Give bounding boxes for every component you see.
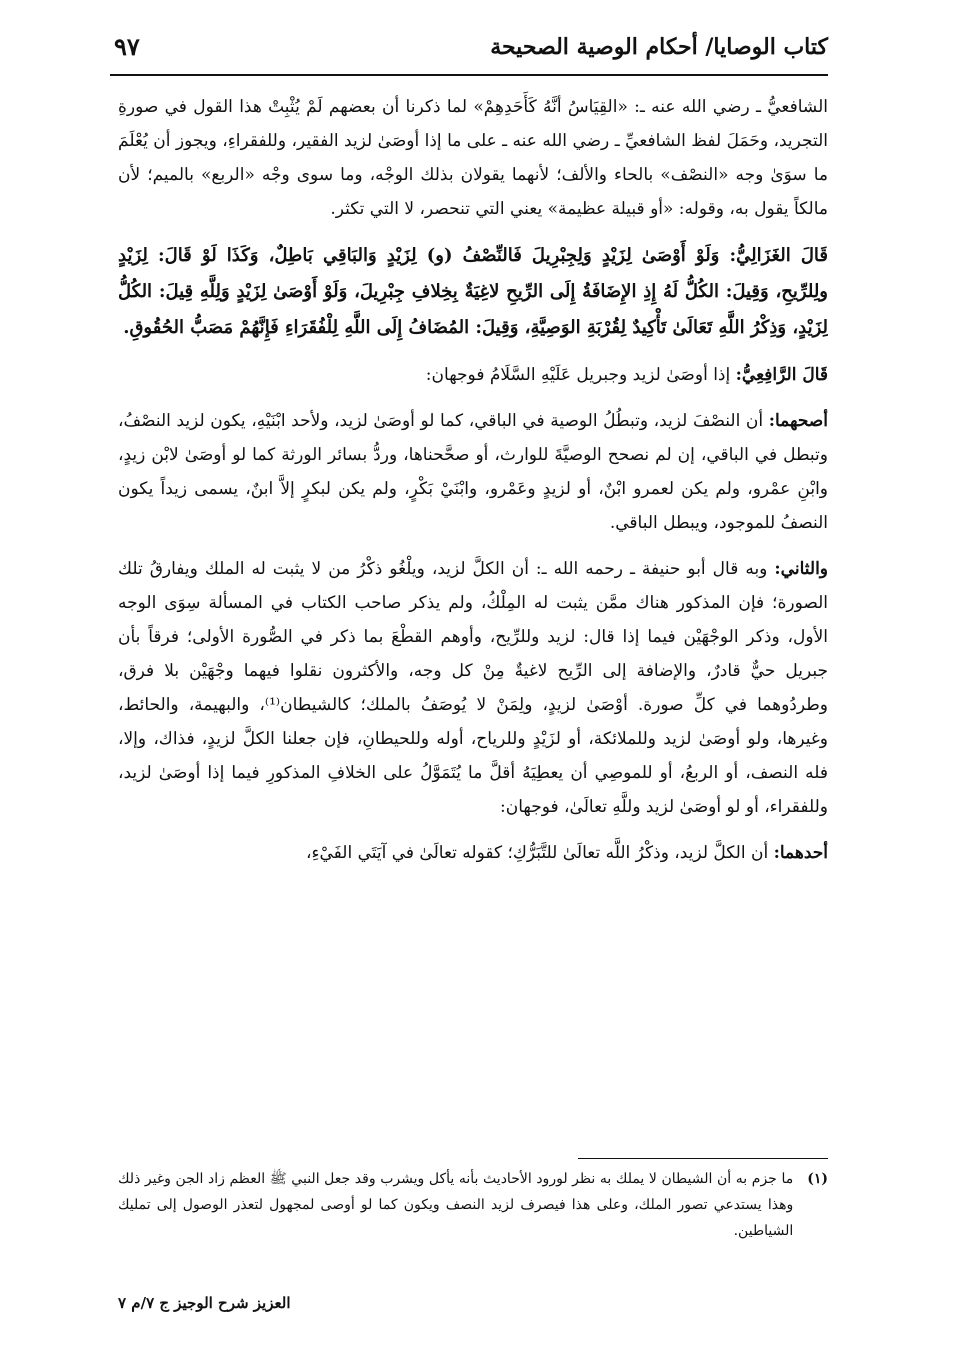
paragraph-text: أن الكلَّ لزيد، وذكْرُ اللَّه تعالَىٰ للتَّبَرُّكِ؛ كقوله تعالَىٰ في آيَتَي الفَيْءِ،	[306, 843, 769, 863]
paragraph-1	[118, 90, 828, 226]
printer-signature: العزيز شرح الوجيز ج ٧/م ٧	[118, 1294, 291, 1312]
paragraph-6	[118, 836, 828, 870]
footnote-1	[118, 1166, 828, 1244]
paragraph-3	[118, 358, 828, 392]
paragraph-2-ghazali-quote	[118, 238, 828, 346]
main-text	[118, 90, 828, 1140]
page-header	[110, 24, 828, 76]
paragraph-text: إذا أوصَىٰ لزيد وجبريل عَلَيْهِ السَّلَامُ فوجهان:	[425, 365, 731, 385]
paragraph-4	[118, 404, 828, 540]
paragraph-lead: أحدهما:	[773, 843, 828, 863]
paragraph-lead: والثاني:	[774, 559, 828, 579]
paragraph-lead: أصحهما:	[768, 411, 828, 431]
paragraph-text: قَالَ الغَزَالِيُّ: وَلَوْ أَوْصَىٰ لِزَيْدٍ وَلِجِبْرِيلَ فَالنِّصْفُ (و) لِزَيْدٍ وَالبَاقِي بَاطِلٌ، وَكَذَا لَوْ قَالَ: لِزَيْدٍ ولِلرِّيحِ، وَقِيلَ: الكُلُّ لَهُ إِذِ الإِضَافَةُ إِلَى الرِّيحِ لاغِيَةٌ بِخِلافِ جِبْرِيلَ، وَلَوْ أَوْصَىٰ لِزَيْدٍ وَلِلَّهِ قِيلَ: الكُلُّ لِزَيْدٍ، وَذِكْرُ اللَّهِ تَعَالَىٰ تَأْكِيدٌ لِقُرْبَةِ الوَصِيَّةِ، وَقِيلَ: المُضَافُ إِلَى اللَّهِ لِلْفُقَرَاءِ فَإِنَّهُمْ مَصَبُّ الحُقُوقِ.	[118, 245, 828, 338]
paragraph-text: أن النصْفَ لزيد، وتبطُلُ الوصية في الباقي، كما لو أوصَىٰ لزيد، ولأحد ابْنَيْهِ، يكون لزيد النصْفُ، وتبطل في الباقي، إن لم نصحح الوصيَّةَ للوارث، أو صحَّحناها، وردُّ بسائر الورثة كما لو أوصَىٰ لابْن زيدٍ، وابْنِ عمْرو، ولم يكن لعمرو ابْنٌ، أو لزيدٍ وعَمْرو، وابْنَيْ بَكْرٍ، ولم يكن لبكرٍ إلاَّ ابنٌ، يسمى زيداً يكون النصفُ للموجود، ويبطل الباقي.	[118, 411, 828, 533]
page-number: ٩٧	[114, 32, 140, 61]
paragraph-lead: قَالَ الرَّافِعِيُّ:	[735, 365, 828, 385]
footnote-text: ما جزم به أن الشيطان لا يملك به نظر لورود الأحاديث بأنه يأكل ويشرب وقد جعل النبي ﷺ العظم زاد الجن وغير ذلك وهذا يستدعي تصور الملك، وعلى هذا فيصرف لزيد النصف ويكون كما لو أوصى لمجهول لتعذر الوصول إلى تمليك الشياطين.	[118, 1171, 794, 1239]
footnotes	[118, 1166, 828, 1266]
footnote-divider	[578, 1158, 828, 1159]
paragraph-5	[118, 552, 828, 824]
footnote-marker: (١)	[807, 1171, 828, 1187]
running-title: كتاب الوصايا/ أحكام الوصية الصحيحة	[490, 34, 828, 60]
paragraph-text: الشافعيُّ ـ رضي الله عنه ـ: «القِيَاسُ أنَّهُ كَأَحَدِهِمْ» لما ذكرنا أن بعضهم لَمْ يُثْبِتْ هذا القول في صورةِ التجريد، وحَمَلَ لفظ الشافعيِّ ـ رضي الله عنه ـ على ما إذا أوصَىٰ لزيد الفقير، وللفقراءِ، ويجوز أن يُعْلَمَ ما سوَىٰ وجه «النصْف» بالحاء والألف؛ لأنهما يقولان بذلك الوجْه، وما سوى وجْه «الربع» بالميم؛ لأن مالكاً يقول به، وقوله: «أو قبيلة عظيمة» يعني التي تنحصر، لا التي تكثر.	[118, 97, 828, 219]
paragraph-text: وبه قال أبو حنيفة ـ رحمه الله ـ: أن الكلَّ لزيد، ويلْغُو ذكْرُ من لا يثبت له الملك ويفارقُ تلك الصورة؛ فإن المذكور هناك ممَّن يثبت له المِلْكُ، ولم يذكر صاحب الكتاب في المسألة سِوَى الوجه الأول، وذكر الوجْهَيْن فيما إذا قال: لزيد وللرِّيح، وأوهم القطْعَ بما ذكر في الصُّورة الأولى؛ فرقاً بأن جبريل حيٌّ قادرٌ، والإضافة إلى الرِّيح لاغيةٌ مِنْ كل وجه، والأكثرون نقلوا فيهما وجْهَيْن بلا فرق، وطردُوهما في كلِّ صورة. أوْصَىٰ لزيدٍ، ولِمَنْ لا يُوصَفُ بالملك؛ كالشيطان⁽¹⁾، والبهيمة، والحائط، وغيرها، ولو أوصَىٰ لزيد وللملائكة، أو لزَيْدٍ وللرياح، أوله وللحيطانِ، فإن جعلنا الكلَّ لزيدٍ، فذاك، وإلا، فله النصف، أو الربعُ، أو للموصِي أن يعطِيَهُ أقلَّ ما يُتَمَوَّلُ على الخلافِ المذكورِ فيما إذا أوصَىٰ لزيد، وللفقراء، أو لو أوصَىٰ لزيد وللَّهِ تعالَىٰ، فوجهان:	[118, 559, 828, 817]
